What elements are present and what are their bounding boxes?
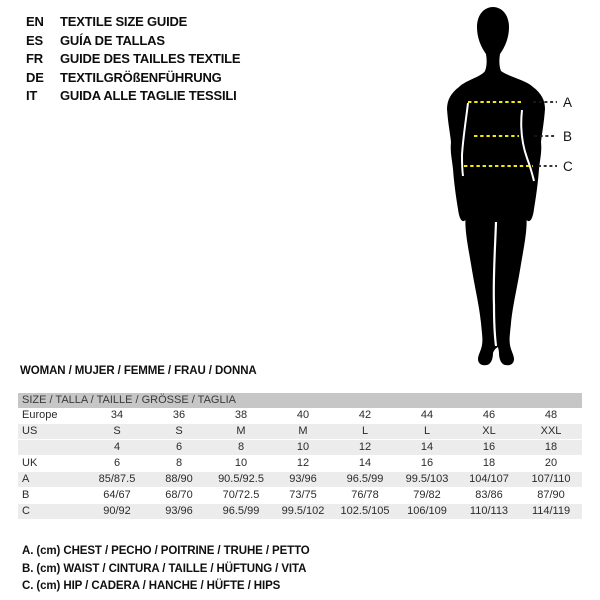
size-cell: 36 xyxy=(172,409,186,421)
language-row xyxy=(26,87,240,106)
size-table-row xyxy=(18,472,582,488)
size-cell: 90/92 xyxy=(103,505,131,517)
size-cell: L xyxy=(361,425,369,437)
size-cell: 8 xyxy=(175,457,183,469)
woman-silhouette xyxy=(447,7,545,365)
size-cell: 10 xyxy=(234,457,248,469)
size-cell: 107/110 xyxy=(531,473,571,485)
size-cell: 44 xyxy=(420,409,434,421)
size-cell: 20 xyxy=(544,457,558,469)
size-table-header-row xyxy=(18,393,582,408)
language-row xyxy=(26,69,240,88)
size-cell: 102.5/105 xyxy=(340,505,390,517)
legend-line: C. (cm) HIP / CADERA / HANCHE / HÜFTE / HIPS xyxy=(22,580,281,593)
size-cell: 38 xyxy=(234,409,248,421)
measure-label-a: A xyxy=(563,95,573,110)
measure-label-b: B xyxy=(563,129,573,144)
size-row-label: US xyxy=(22,425,38,437)
size-cell: 4 xyxy=(113,441,121,453)
size-row-label: C xyxy=(22,505,30,517)
size-table-row xyxy=(18,440,582,456)
language-label: GUÍA DE TALLAS xyxy=(60,32,165,48)
measure-label-c: C xyxy=(563,159,573,174)
size-cell: 73/75 xyxy=(289,489,317,501)
size-cell: 90.5/92.5 xyxy=(218,473,264,485)
size-cell: 34 xyxy=(110,409,124,421)
size-cell: 64/67 xyxy=(103,489,131,501)
size-row-label: Europe xyxy=(22,409,58,421)
size-cell: S xyxy=(175,425,183,437)
size-row-label: A xyxy=(22,473,30,485)
size-cell: 99.5/102 xyxy=(281,505,325,517)
size-cell: 12 xyxy=(296,457,310,469)
language-code: ES xyxy=(26,32,43,48)
size-cell: 70/72.5 xyxy=(222,489,260,501)
size-cell: 16 xyxy=(420,457,434,469)
size-table-row xyxy=(18,456,582,472)
size-cell: 99.5/103 xyxy=(405,473,449,485)
size-cell: 8 xyxy=(237,441,245,453)
language-code: IT xyxy=(26,88,38,104)
size-cell: XXL xyxy=(540,425,562,437)
legend-line: A. (cm) CHEST / PECHO / POITRINE / TRUHE / PETTO xyxy=(22,545,310,557)
size-row-label: UK xyxy=(22,457,38,469)
size-cell: 93/96 xyxy=(165,505,193,517)
size-cell: 6 xyxy=(113,457,121,469)
size-cell: 76/78 xyxy=(351,489,379,501)
size-cell: 40 xyxy=(296,409,310,421)
woman-silhouette-figure xyxy=(440,0,600,375)
size-cell: 96.5/99 xyxy=(222,505,260,517)
size-cell: 88/90 xyxy=(165,473,193,485)
size-cell: 18 xyxy=(482,457,496,469)
language-label: GUIDA ALLE TAGLIE TESSILI xyxy=(60,88,237,104)
language-label: TEXTILE SIZE GUIDE xyxy=(60,14,188,29)
size-cell: 42 xyxy=(358,409,372,421)
size-cell: 87/90 xyxy=(537,489,565,501)
size-cell: 18 xyxy=(544,441,558,453)
size-cell: 114/119 xyxy=(531,505,571,517)
size-cell: 46 xyxy=(482,409,496,421)
size-cell: 110/113 xyxy=(469,505,509,517)
size-cell: M xyxy=(236,425,246,437)
size-cell: 10 xyxy=(296,441,310,453)
size-cell: 83/86 xyxy=(475,489,503,501)
language-code: DE xyxy=(26,69,44,85)
size-row-label: B xyxy=(22,489,30,501)
legend-line: B. (cm) WAIST / CINTURA / TAILLE / HÜFTUNG / VITA xyxy=(22,562,307,575)
language-code: FR xyxy=(26,51,43,67)
size-table-row xyxy=(18,424,582,440)
table-title: WOMAN / MUJER / FEMME / FRAU / DONNA xyxy=(20,365,257,377)
size-cell: S xyxy=(113,425,121,437)
size-table-row xyxy=(18,488,582,504)
size-cell: 68/70 xyxy=(165,489,193,501)
size-cell: 14 xyxy=(358,457,372,469)
size-cell: M xyxy=(298,425,308,437)
language-label: TEXTILGRÖßENFÜHRUNG xyxy=(60,69,222,85)
size-cell: 16 xyxy=(482,441,496,453)
size-table-header: SIZE / TALLA / TAILLE / GRÖSSE / TAGLIA xyxy=(18,393,582,408)
measure-legend xyxy=(22,543,310,596)
language-row xyxy=(26,13,240,32)
language-row xyxy=(26,50,240,69)
language-row xyxy=(26,32,240,51)
language-title-list xyxy=(26,13,240,106)
size-cell: 14 xyxy=(420,441,434,453)
size-cell: L xyxy=(423,425,431,437)
size-cell: 79/82 xyxy=(413,489,441,501)
size-cell: 48 xyxy=(544,409,558,421)
size-cell: 106/109 xyxy=(407,505,447,517)
size-table-row xyxy=(18,408,582,424)
language-code: EN xyxy=(26,14,44,29)
size-cell: 6 xyxy=(175,441,183,453)
size-cell: 104/107 xyxy=(469,473,509,485)
size-row-label xyxy=(18,440,86,456)
size-table xyxy=(18,393,582,520)
size-table-row xyxy=(18,504,582,520)
size-cell: 12 xyxy=(358,441,372,453)
size-cell: 93/96 xyxy=(289,473,317,485)
size-cell: 96.5/99 xyxy=(346,473,384,485)
size-cell: 85/87.5 xyxy=(98,473,136,485)
size-cell: XL xyxy=(482,425,496,437)
language-label: GUIDE DES TAILLES TEXTILE xyxy=(60,51,241,67)
